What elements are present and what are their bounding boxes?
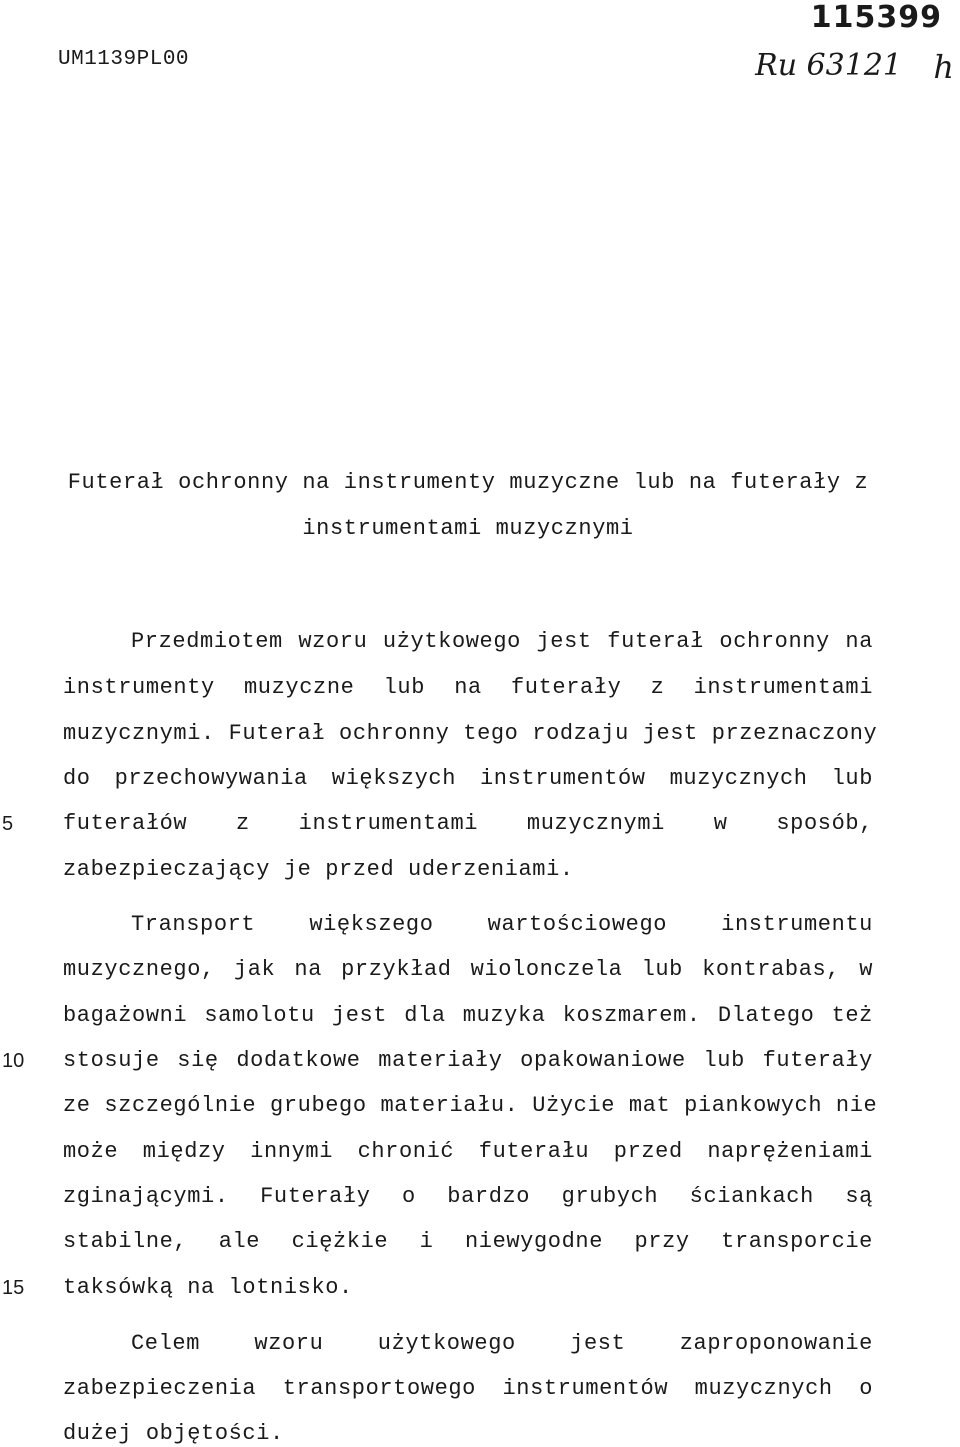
paragraph-2-line: zginającymi. Futerały o bardzo grubych ściankach są: [63, 1184, 873, 1209]
line-number: 10: [2, 1050, 25, 1072]
paragraph-1-line: futerałów z instrumentami muzycznymi w sposób,: [63, 811, 873, 836]
paragraph-1-line: muzycznymi. Futerał ochronny tego rodzaju jest przeznaczony: [63, 721, 878, 746]
paragraph-1-line: zabezpieczający je przed uderzeniami.: [63, 857, 574, 882]
paragraph-2-line: może między innymi chronić futerału przed naprężeniami: [63, 1139, 873, 1164]
page-number: 115399: [810, 0, 942, 35]
paragraph-2-line: stosuje się dodatkowe materiały opakowaniowe lub futerały: [63, 1048, 873, 1073]
title-line-1: Futerał ochronny na instrumenty muzyczne lub na futerały z: [67, 470, 869, 495]
paragraph-2-line: taksówką na lotnisko.: [63, 1275, 353, 1300]
paragraph-3-line: Celem wzoru użytkowego jest zaproponowanie: [131, 1331, 873, 1356]
paragraph-2-line: ze szczególnie grubego materiału. Użycie mat piankowych nie: [63, 1093, 878, 1118]
paragraph-3-line: dużej objętości.: [63, 1421, 284, 1446]
paragraph-1-line: instrumenty muzyczne lub na futerały z instrumentami: [63, 675, 873, 700]
handwritten-mark: h: [933, 48, 954, 86]
title-line-2: instrumentami muzycznymi: [302, 516, 634, 541]
paragraph-2-line: muzycznego, jak na przykład wiolonczela lub kontrabas, w: [63, 957, 873, 982]
paragraph-2-line: bagażowni samolotu jest dla muzyka koszmarem. Dlatego też: [63, 1003, 873, 1028]
line-number: 5: [2, 813, 14, 835]
paragraph-1-line: Przedmiotem wzoru użytkowego jest futerał ochronny na: [131, 629, 873, 654]
paragraph-3-line: zabezpieczenia transportowego instrumentów muzycznych o: [63, 1376, 873, 1401]
paragraph-2-line: Transport większego wartościowego instrumentu: [131, 912, 873, 937]
paragraph-2-line: stabilne, ale ciężkie i niewygodne przy transporcie: [63, 1229, 873, 1254]
line-number: 15: [2, 1277, 25, 1299]
handwritten-reference: Ru 63121: [755, 48, 902, 83]
paragraph-1-line: do przechowywania większych instrumentów muzycznych lub: [63, 766, 873, 791]
document-id: UM1139PL00: [58, 48, 190, 71]
